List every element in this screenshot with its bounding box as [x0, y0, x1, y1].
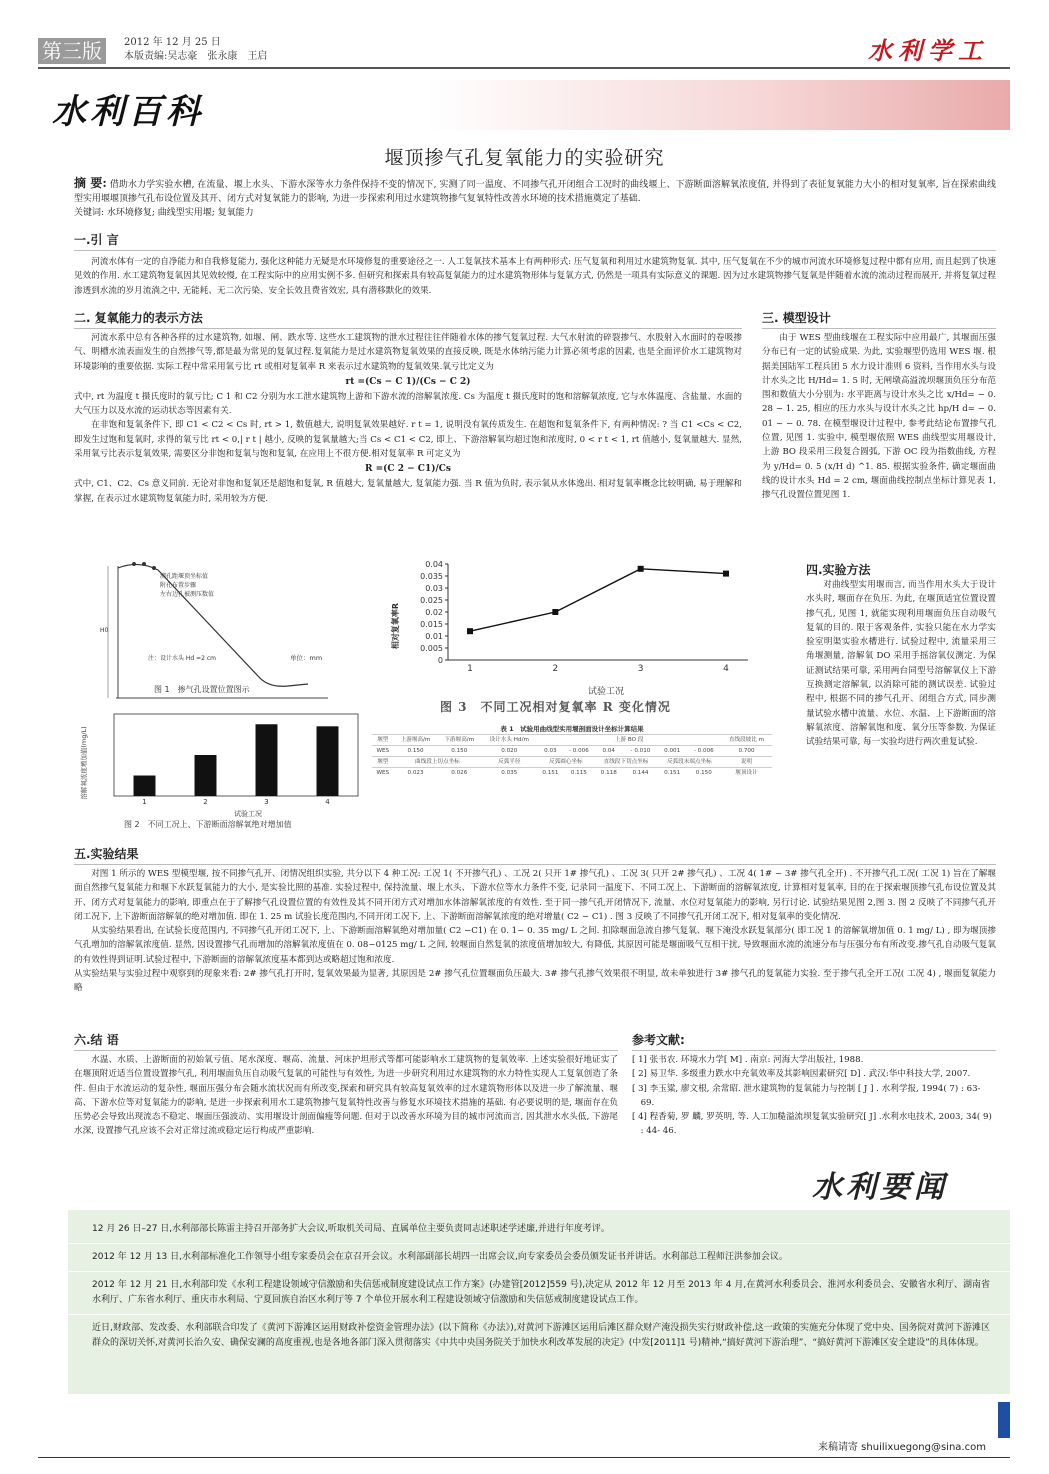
- aeration-hole: [132, 562, 136, 566]
- y-tick-label: 0.005: [420, 644, 443, 653]
- news-brand: 水利要闻: [812, 1170, 948, 1205]
- sec3-heading: 三. 模型设计: [762, 311, 831, 325]
- y-tick-label: 0: [437, 656, 443, 665]
- sec2-p3: 在非饱和复氧条件下, 即 C1 < C2 < Cs 时, rt > 1, 数值越大, 说明复氧效果越好. r t = 1, 说明没有氧传质发生. 在超饱和复氧条件下, 有两种情况: ? 当 C1 <Cs < C2, 即发生过饱和复氧时, 求得的氧亏比 rt < 0,| r t | 越小, 反映的复氧量越大;当 Cs < C1 < C2, 即上、下游溶解氧均超过饱和浓度时, 0 < r t < 1, rt 值越小, 复氧量越大. 显然, 采用氧亏比表示复氧效果, 需要区分非饱和复氧与饱和复氧, 在应用上不很方便.相对复氧率 R 可定义为: [74, 420, 742, 460]
- table-cell: 反弧圆心坐标: [537, 757, 594, 768]
- table-cell: 0.150: [687, 768, 721, 779]
- table-row: [372, 746, 772, 757]
- contact-email: 来稿请寄 shuilixuegong@sina.com: [818, 1442, 986, 1453]
- issue-date: 2012 年 12 月 25 日: [124, 37, 221, 48]
- reference-item: [ 3] 李玉粱, 廖文根, 余常昭. 泄水建筑物的复氧能力与控制 [ J ] . 水利学报, 1994( 7) : 63- 69.: [632, 1083, 981, 1108]
- section-brand: 水利百科: [52, 92, 204, 132]
- table-cell: 反弧半径: [481, 757, 537, 768]
- table-cell: 0.151: [537, 768, 563, 779]
- divider: [68, 1271, 1010, 1272]
- reference-item: [ 1] 张书农. 环境水力学[ M] . 南京: 河海大学出版社, 1988.: [632, 1055, 864, 1065]
- divider: [74, 1050, 618, 1051]
- y-tick-label: 0.03: [425, 584, 443, 593]
- y-tick-label: 0.015: [420, 620, 443, 629]
- sec6-heading: 六.结 语: [74, 1033, 119, 1047]
- x-tick-label: 3: [264, 798, 269, 806]
- footer-rule: [38, 1457, 1010, 1458]
- table-cell: 堰顶设计: [721, 768, 772, 779]
- table-cell: 0.150: [394, 746, 438, 757]
- table-cell: 0.115: [563, 768, 594, 779]
- table-cell: 0.020: [481, 746, 537, 757]
- data-point: [552, 609, 558, 615]
- section-4: [806, 562, 996, 750]
- table-cell: - 0.006: [563, 746, 594, 757]
- table-header-row: [372, 757, 772, 768]
- x-tick-label: 4: [723, 664, 729, 674]
- formula-r: R =(C 2 − C1)/Cs: [365, 464, 451, 475]
- news-box: [68, 1210, 1010, 1394]
- article-title: 堰顶掺气孔复氧能力的实验研究: [384, 147, 665, 169]
- reference-item: [ 4] 程香菊, 罗 麟, 罗英明, 等. 人工加糙溢流坝复氧实验研究[ J] .水利水电技术, 2003, 34( 9) : 44- 46.: [632, 1112, 992, 1137]
- sec5-p1: 对图 1 所示的 WES 型模型堰, 按不同掺气孔开、闭情况组织实验, 共分以下 4 种工况: 工况 1( 不开掺气孔) 、工况 2( 只开 1# 掺气孔) 、工况 3( 只开 2# 掺气孔) 、工况 4( 1# ~ 3# 掺气孔全开) . 不开掺气孔工况( 工况 1) 旨在了解堰面自然掺气复氧能力和堰下水跃复氧能力的大小, 是实验比照的基准. 实验过程中, 保持流量、堰上水头、下游水位等水力条件不变, 记录同一温度下、不同工况上、下游断面的溶解氧浓度, 计算相对复氧率, 目的在于探索堰顶掺气孔布设位置及其开、闭方式对复氧能力的影响, 即重点在于了解掺气孔设置位置的有效性及其不同开闭方式对增加水体溶解氧浓度的有效性. 至于同一掺气孔开闭情况下, 流量、水位对复氧能力的影响, 另行讨论. 试验结果见图 2,图 3. 图 2 反映了不同掺气孔开闭工况下, 上下游断面溶解氧的绝对增加值. 即在 1. 25 m 试验长度范围内,不同开闭工况下, 上、下游断面溶解氧浓度的绝对增量( C2 − C1) . 图 3 反映了不同掺气孔开闭工况下, 相对复氧率的变化情况.: [74, 869, 996, 922]
- aeration-hole: [142, 562, 146, 566]
- sec2-heading: 二. 复氧能力的表示方法: [74, 311, 203, 325]
- sec5-heading: 五.实验结果: [74, 847, 139, 861]
- table-cell: 说明: [721, 757, 772, 768]
- y-tick-label: 0.035: [420, 572, 443, 581]
- news-item: 近日,财政部、发改委、水利部联合印发了《黄河下游滩区运用财政补偿资金管理办法》(以下简称《办法》),对黄河下游滩区运用后滩区群众财产淹没损失实行财政补偿,这一政策的实施充分体现了党中央、国务院对黄河下游滩区群众的深切关怀,对黄河长治久安、确保安澜的高度重视,也是各地各部门深入贯彻落实《中共中央国务院关于加快水利改革发展的决定》(中发[2011]1 号)精神,“搞好黄河下游治理”、“搞好黄河下游滩区安全建设”的具体体现。: [92, 1323, 990, 1348]
- bar: [317, 726, 339, 796]
- fig1-caption: 图 1 掺气孔设置位置图示: [154, 685, 250, 694]
- table-cell: 0.150: [437, 746, 481, 757]
- table-cell: 曲线段上切点坐标: [394, 757, 482, 768]
- masthead: 水利学工: [868, 36, 988, 65]
- line-chart: [388, 556, 768, 696]
- fig2-xlabel: 试验工况: [234, 810, 262, 818]
- table-cell: 0.700: [721, 746, 772, 757]
- edition-label: 第三版: [38, 38, 106, 64]
- divider: [68, 1314, 1010, 1315]
- sec3-text: 由于 WES 型曲线堰在工程实际中应用最广, 其堰面压强分布已有一定的试验成果. 为此, 实验堰型仍选用 WES 堰. 根据美国陆军工程兵团 5 水力设计准则 6 资料, 当作用水头与设计水头之比 H/Hd= 1. 5 时, 无闸墩高溢流坝堰顶负压分布范围和数值大小分别为: 水平距离与设计水头之比 x/Hd= − 0. 28 ~ 1. 25, 相应的压力水头与设计水头之比 hp/H d= − 0. 01 ~ − 0. 78. 在模型堰设计过程中, 参考此结论布置掺气孔位置, 见图 1. 实验中, 模型堰依照 WES 曲线型实用堰设计, 上游 BO 段采用三段复合圆弧, 下游 OC 段为指数曲线, 方程为 y/Hd= 0. 5 (x/H d) ^1. 85. 根据实验条件, 确定堰面曲线的设计水头 Hd = 2 cm, 堰面曲线控制点坐标计算见表 1, 掺气孔设置位置见图 1.: [762, 333, 996, 501]
- references: [632, 1032, 996, 1139]
- abstract-block: [74, 176, 996, 220]
- sec2-p4: 式中, C1、C2、Cs 意义同前. 无论对非饱和复氧还是超饱和复氧, R 值越大, 复氧量越大, 复氧能力强. 当 R 值为负时, 表示氧从水体逸出. 相对复氧率概念比较明确, 易于理解和掌握, 在表示过水建筑物复氧能力时, 采用较为方便.: [74, 479, 742, 504]
- table-cell: 堰型: [372, 735, 394, 746]
- fig2-ylabel: 溶解氧浓度增加值(mg/L): [80, 726, 88, 800]
- table1-grid: [372, 734, 772, 778]
- figure-2: [78, 708, 368, 818]
- table-cell: 0.03: [537, 746, 563, 757]
- reference-item: [ 2] 易卫华. 多级重力跌水中充氧效率及其影响因素研究[ D] . 武汉:华中科技大学, 2007.: [632, 1069, 971, 1080]
- sec5-p3: 从实验结果与实验过程中观察到的现象来看: 2# 掺气孔打开时, 复氧效果最为显著, 其原因是 2# 掺气孔位置堰面负压最大. 3# 掺气孔掺气效果很不明显, 故未单独进行 3# 掺气孔的复氧能力实验. 至于掺气孔全开工况( 工况 4) , 堰面复氧能力略: [74, 969, 996, 994]
- news-item: 12 月 26 日–27 日,水利部部长陈雷主持召开部务扩大会议,听取机关司局、直属单位主要负责同志述职述学述廉,并进行年度考评。: [92, 1224, 610, 1234]
- x-tick-label: 2: [203, 798, 208, 806]
- abstract-label: 摘 要:: [74, 176, 107, 190]
- table-cell: 0.026: [437, 768, 481, 779]
- editors: 本版责编:吴志豪 张永康 王启: [124, 51, 268, 62]
- news-item: 2012 年 12 月 13 日,水利部标准化工作领导小组专家委员会在京召开会议。水利部副部长胡四一出席会议,向专家委员会委员颁发证书并讲话。水利部总工程师汪洪参加会议。: [92, 1252, 788, 1262]
- data-point: [467, 628, 473, 634]
- fig1-weir-note: 注：设计水头 Hd =2 cm: [148, 655, 217, 662]
- intro-heading: 一.引 言: [74, 233, 119, 247]
- accent-bar: [998, 1402, 1010, 1438]
- intro-section: [74, 232, 996, 298]
- table-cell: 直线段下切点坐标: [594, 757, 657, 768]
- table-cell: 上游堰高/m: [394, 735, 438, 746]
- x-tick-label: 2: [552, 664, 559, 674]
- divider: [68, 1243, 1010, 1244]
- divider: [632, 1050, 996, 1051]
- table-cell: - 0.006: [687, 746, 721, 757]
- table-cell: WES: [372, 746, 394, 757]
- aeration-hole: [152, 566, 156, 570]
- table-cell: 下游堰高/m: [437, 735, 481, 746]
- section-5: [74, 846, 996, 996]
- dateline: [124, 36, 267, 64]
- fig3-ylabel: 相对复氧率R: [391, 602, 400, 650]
- divider: [74, 250, 996, 251]
- section-2: [74, 310, 742, 506]
- fig1-unit: 单位：mm: [290, 654, 323, 662]
- news-item: 2012 年 12 月 21 日,水利部印发《水利工程建设领域守信激励和失信惩戒制度建设试点工作方案》(办建管[2012]559 号),决定从 2012 年 12 月至 2013 年 4 月,在黄河水利委员会、淮河水利委员会、安徽省水利厅、湖南省水利厅、广东省水利厅、重庆市水利局、宁夏回族自治区水利厅等 7 个单位开展水利工程建设领域守信激励和失信惩戒制度建设试点工作。: [92, 1280, 990, 1305]
- bar: [134, 776, 156, 797]
- table-header-row: [372, 735, 772, 746]
- y-tick-label: 0.04: [425, 560, 443, 569]
- table-cell: 0.035: [481, 768, 537, 779]
- table-cell: 0.151: [658, 768, 687, 779]
- sec4-text: 对曲线型实用堰而言, 而当作用水头大于设计水头时, 堰面存在负压. 为此, 在堰顶适宜位置设置掺气孔, 见图 1, 就能实现利用堰面负压自动吸气复氧的目的. 限于客观条件, 实验只能在水力学实验室明渠实验水槽进行. 试验过程中, 流量采用三角堰测量, 溶解氧 DO 采用手摇溶氧仪测定. 为保证测试结果可靠, 采用两台同型号溶解氧仪上下游互换测定溶解氧, 以消除可能的测试误差. 试验过程中, 根据不同的掺气孔开、闭组合方式, 同步测量试验水槽中流量、水位、水温、上下游断面的溶解氧浓度、溶解氧饱和度、氧分压等参数. 为保证试验结果可靠, 每一实验均进行两次重复试验.: [806, 580, 996, 748]
- weir-profile-curve: [118, 564, 308, 686]
- y-tick-label: 0.01: [425, 632, 443, 641]
- sec6-text: 水温、水质、上游断面的初始氧亏值、尾水深度、堰高、流量、河床护坦形式等都可能影响水工建筑物的复氧效率. 上述实验很好地证实了在堰顶附近适当位置设置掺气孔, 利用堰面负压自动吸气复氧的可能性与有效性, 为进一步研究利用过水建筑物的水力特性实现人工复氧创造了条件. 但由于水流运动的复杂性, 堰面压强分布会随水流状况而有所改变,探索和研究具有较高复氧效率的过水建筑物形体以及进一步了解流量、堰高、下游水位等对复氧能力的影响, 是进一步探索利用水工建筑物掺气复氧特性改善与修复水环境技术措施的基础. 有必要说明的是, 堰面存在负压势必会导致出现流态不稳定、堰面压强波动、实用堰设计剖面偏瘦等问题. 但对于以改善水环境为目的城市河流而言, 因其泄水水头低, 下游尾水深, 设置掺气孔应该不会对正常过流或稳定运行构成严重影响.: [74, 1055, 618, 1137]
- table-cell: 设计水头 Hd/m: [481, 735, 537, 746]
- sec4-heading: 四.实验方法: [806, 563, 871, 577]
- table1-title: 表 1 试验用曲线型实用堰剖面设计坐标计算结果: [500, 725, 644, 733]
- divider: [74, 328, 742, 329]
- bar: [195, 755, 217, 796]
- y-tick-label: 0.025: [420, 596, 443, 605]
- refs-heading: 参考文献:: [632, 1033, 685, 1047]
- fig1-note-2: 附孔布置步骤: [160, 582, 197, 589]
- intro-text: 河流水体有一定的自净能力和自我修复能力, 强化这种能力无疑是水环境修复的重要途径之一. 人工复氧技术基本上有两种形式: 压气复氧和利用过水建筑物复氧. 其中, 压气复氧在不少的城市河流水环境修复过程中都有应用, 而且起到了快速见效的作用. 水工建筑物复氧因其见效较慢, 在工程实际中的应用实例不多. 但研究和探索具有较高复氧能力的过水建筑物形体与复氧方式, 仍然是一项具有实际意义的课题. 因为过水建筑物掺气复氧是伴随着水流的流动过程而展开, 并将复氧过程渗透到水流的岁月流淌之中, 无能耗、无二次污染、安全长效且费省效宏, 具有潜移默化的效果.: [74, 257, 996, 296]
- table-cell: 0.118: [594, 768, 623, 779]
- divider: [74, 864, 996, 865]
- abstract-text: 借助水力学实验水槽, 在流量、堰上水头、下游水深等水力条件保持不变的情况下, 实测了同一温度、不同掺气孔开闭组合工况时的曲线堰上、下游断面溶解氧浓度值, 并得到了表征复氧能力大小的相对复氧率, 旨在探索曲线型实用堰堰顶掺气孔布设位置及其开、闭方式对复氧能力的影响, 为进一步探索利用过水建筑物掺气复氧特性改善水环境的技术措施奠定了基础.: [74, 180, 996, 204]
- table-cell: 0.04: [594, 746, 623, 757]
- fig1-note-1: 溯孔距堰顶坐标值: [160, 573, 209, 580]
- fig3-xlabel: 试验工况: [587, 687, 625, 696]
- bar: [256, 724, 278, 796]
- x-tick-label: 4: [325, 798, 330, 806]
- section-6: [74, 1032, 618, 1139]
- sec2-p1: 河流水系中总有各种各样的过水建筑物, 如堰、闸、跌水等. 这些水工建筑物的泄水过程往往伴随着水体的掺气复氧过程. 大气水射流的碎裂掺气、水股射入水面时的卷吸掺气、明槽水流表面发生的自然掺气等,都是最为常见的复氧过程.复氧能力是过水建筑物复氧效果的直接反映, 既是水体纳污能力计算必须考虑的因素, 也是全面评价水工建筑物对环境影响的重要依据. 实际工程中常采用氧亏比 rt 或相对复氧率 R 来表示过水建筑物的复氧效果.氧亏比定义为: [74, 333, 742, 372]
- data-point: [638, 566, 644, 572]
- figure-3: [388, 556, 768, 696]
- table-cell: 反弧段末端点坐标: [658, 757, 721, 768]
- table-cell: 0.001: [658, 746, 687, 757]
- x-tick-label: 1: [142, 798, 147, 806]
- fig3-title: 图 3 不同工况相对复氧率 R 变化情况: [440, 700, 671, 714]
- bar-chart: [78, 708, 368, 818]
- table-cell: 直线段坡比 m: [721, 735, 772, 746]
- table-row: [372, 768, 772, 779]
- table-cell: 上游 BO 段: [537, 735, 721, 746]
- section-3: [762, 310, 996, 503]
- y-tick-label: 0.02: [425, 608, 443, 617]
- fig1-note-3: 左右边孔被测压数值: [160, 591, 215, 598]
- data-point: [723, 571, 729, 577]
- header-rule: [38, 67, 1010, 69]
- table-cell: - 0.010: [623, 746, 657, 757]
- table-1: [372, 724, 772, 778]
- sec2-p2: 式中, rt 为温度 t 摄氏度时的氧亏比; C 1 和 C2 分别为水工泄水建筑物上游和下游水流的溶解氧浓度. Cs 为温度 t 摄氏度时的饱和溶解氧浓度, 它与水体温度、含盐量、水面的大气压力以及水流的运动状态等因素有关.: [74, 391, 742, 417]
- table-cell: 0.144: [623, 768, 657, 779]
- keywords: 关键词: 水环境修复; 曲线型实用堰; 复氧能力: [74, 208, 254, 218]
- table-cell: 0.023: [394, 768, 438, 779]
- fig1-axis-label: H0: [100, 627, 109, 634]
- x-tick-label: 1: [467, 664, 473, 674]
- divider: [762, 328, 996, 329]
- x-tick-label: 3: [637, 664, 644, 674]
- series-line: [470, 569, 726, 631]
- formula-rt: rt =(Cs − C 1)/(Cs − C 2): [345, 376, 471, 387]
- fig2-caption: 图 2 不同工况上、下游断面溶解氧绝对增加值: [124, 820, 292, 829]
- sec5-p2: 从实验结果看出, 在试验长度范围内, 不同掺气孔开闭工况下, 上、下游断面溶解氧绝对增加量( C2 −C1) 在 0. 1~ 0. 35 mg/ L 之间. 扣除堰面急流自掺气复氧、堰下淹没水跃复氧部分( 即工况 1 的溶解氧增加值 0. 1 mg/ L) , 即为堰顶掺气孔增加的溶解氧浓度值. 显然, 因设置掺气孔而增加的溶解氧浓度值在 0. 08~0125 mg/ L 之间, 较堰面自然复氧的浓度值增加较大, 有降低, 其原因可能是堰面吸气互相干扰, 导致堰面水流的流速分布与压强分布有所改变.掺气孔自动吸气复氧的有效性得到证明.试验过程中, 下游断面的溶解氧浓度基本都到达或略超过饱和浓度.: [74, 926, 996, 965]
- table-cell: 堰型: [372, 757, 394, 768]
- table-cell: WES: [372, 768, 394, 779]
